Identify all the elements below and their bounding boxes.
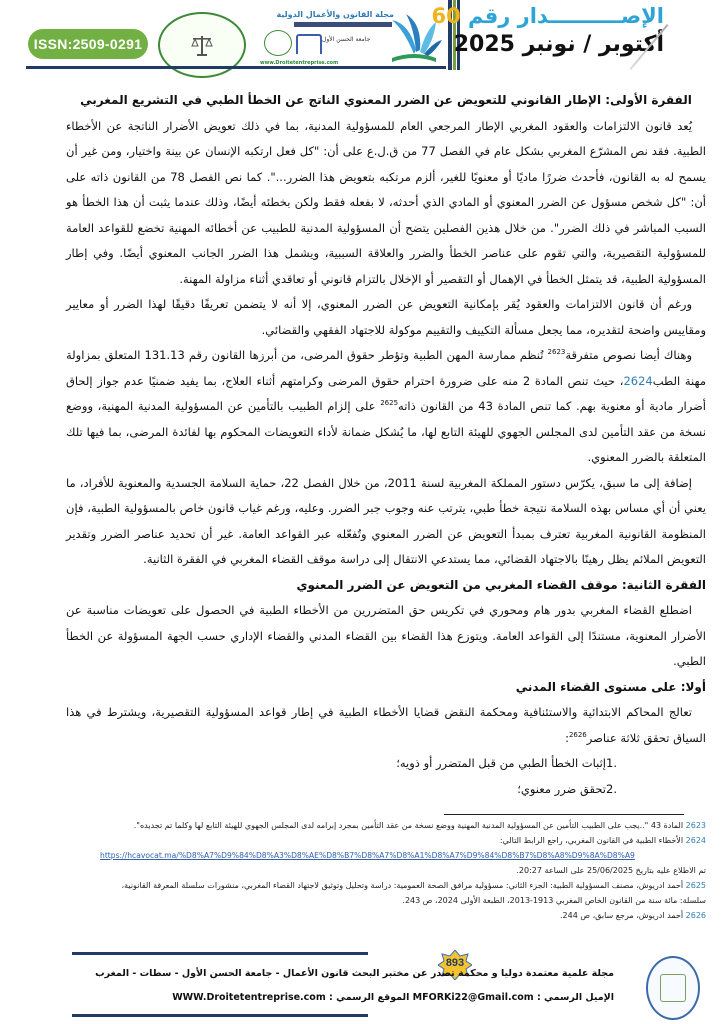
subsection-title: أولا: على مستوى القضاء المدني [515, 679, 706, 694]
list-item [66, 777, 706, 803]
footnote-separator [444, 814, 684, 815]
footer-contact: الإميل الرسمي : MFORKi22@Gmail.com الموقع الرسمي : WWW.Droitetentreprise.com [172, 992, 614, 1003]
section-2-title: الفقرة الثانية: موقف القضاء المغربي من التعويض عن الضرر المعنوي [296, 577, 706, 592]
article-body [66, 88, 706, 802]
footnote-2625: 2625 أحمد ادريوش، مصنف المسؤولية الطبية: الجزء الثاني: مسؤولية مرافق الصحة العمومية: دراسة وتحليل وتوثيق لاجتهاد القضاء المغربي، منشورات سلسلة المعرفة القانونية، [121, 881, 706, 890]
footnote-2626: 2626 أحمد ادريوش، مرجع سابق، ص 244. [560, 911, 706, 920]
paragraph-1: يُعد قانون الالتزامات والعقود المغربي الإطار المرجعي العام للمسؤولية المدنية، بما في ذلك تعويض الأضرار الناتجة عن الأخطاء الطبية. فقد نص المشرّع المغربي بشكل عام في الفصل 77 من ق.ل.ع على أن: "كل فعل ارتكبه الإنسان عن بينة واختيار، ومن غير أن يسمح له به القانون، فأحدث ضررًا ماديًا أو معنويًا للغير، ألزم مرتكبه بتعويض هذا الضرر...". كما نص الفصل 78 من القانون ذاته على أن: "كل شخص مسؤول عن الضرر المعنوي أو المادي الذي أحدثه، لا بفعله فقط ولكن بخطئه أيضًا، وذلك عندما يثبت أن هذا الخطأ هو السبب المباشر في ذلك الضرر". من خلال هذين الفصلين يتضح أن المسؤولية المدنية للطبيب عن أخطائه المهنية تخضع للقواعد العامة للمسؤولية التقصيرية، والتي تقوم على عناصر الخطأ والضرر والعلاقة السببية، ويشمل هذا الضرر الجانب المعنوي أيضًا. وفي إطار المسؤولية الطبية، قد يتمثل الخطأ في الإهمال أو التقصير أو الإخلال بالتزام قانوني أو تعاقدي أثناء مزاولة المهنة. [66, 118, 706, 286]
footnote-2624: 2624 الأخطاء الطبية في القانون المغربي، راجع الرابط التالي: [499, 836, 706, 845]
issue-number: 60 [431, 4, 461, 28]
page-header [0, 0, 724, 80]
list-item [66, 751, 706, 777]
paragraph-6: تعالج المحاكم الابتدائية والاستئنافية ومحكمة النقض قضايا الأخطاء الطبية في إطار قواعد المسؤولية التقصيرية، ويشترط في هذا السياق تحقق ثلاثة عناصر$^{2626}$: [66, 705, 706, 745]
issn-badge: ISSN:2509-0291 [28, 29, 148, 59]
footnote-ref-2625[interactable]: 2625 [380, 399, 399, 408]
footnote-ref-2623[interactable]: 2623 [547, 348, 566, 357]
journal-banner-logo [258, 6, 444, 70]
issue-label: الإصــــــــــدار رقم 60 [431, 4, 664, 28]
paragraph-2: ورغم أن قانون الالتزامات والعقود يُقر بإمكانية التعويض عن الضرر المعنوي، إلا أنه لا يتضمن تعريفًا دقيقًا لهذا الضرر أو معايير ومقاييس واضحة لتقديره، مما يجعل مسألة التكييف والتقييم موكولة للاجتهاد الفقهي والقضائي. [66, 297, 706, 337]
footnote-2623: 2623 المادة 43 "..يجب على الطبيب التأمين عن المسؤولية المدنية المهنية ووضع نسخة من عقد التأمين بمجرد إبرامه لدى المجلس الجهوي للهيئة التابع لها وكلما تم تجديده". [133, 821, 706, 830]
footnote-2624-link[interactable]: https://hcavocat.ma/%D8%A7%D9%84%D8%A3%D8%AE%D8%B7%D8%A7%D8%A1%D8%A7%D9%84%D8%B7%D8%A8%D9%8A%D8%A9 [100, 851, 635, 860]
footer-seal-logo [646, 956, 700, 1020]
footnote-link-2624[interactable]: 2624 [623, 373, 653, 388]
university-logo-icon [296, 34, 322, 54]
footnote-2625-continued: سلسلة: مائة سنة من القانون الخاص المغربي 1913-2013، الطبعة الأولى 2024، ص 243. [402, 896, 706, 905]
footer-top-rule [72, 952, 368, 955]
footnotes [72, 818, 706, 923]
section-1-title: الفقرة الأولى: الإطار القانوني للتعويض عن الضرر المعنوي الناتج عن الخطأ الطبي في التشريع المغربي [80, 93, 692, 107]
header-rule [26, 66, 446, 69]
paragraph-4: إضافة إلى ما سبق، يكرّس دستور المملكة المغربية لسنة 2011، من خلال الفصل 22، حماية السلامة الجسدية والمعنوية للأفراد، ما يعني أن أي مساس بهذه السلامة نتيجة خطأ طبي، يترتب عنه وجوب جبر الضرر. وعليه، ورغم غياب قانون خاص بالمسؤولية الطبية، فإن المنظومة القانونية المغربية تعترف بمبدأ التعويض عن الضرر المعنوي وتُفعّله عبر القواعد العامة. غير أن تحديد عناصر الضرر وتقدير التعويض الملائم يظل رهينًا بالاجتهاد القضائي، مما يستدعي الانتقال إلى دراسة موقف القضاء المغربي في الفقرة الثانية. [66, 475, 706, 566]
footnote-ref-2626[interactable]: 2626 [568, 730, 587, 739]
footer-journal-description: مجلة علمية معتمدة دوليا و محكمة تصدر عن مختبر البحث قانون الأعمال - جامعة الحسن الأول - سطات - المغرب [95, 968, 614, 979]
page-number: 893 [445, 957, 465, 969]
list-number: 2. [606, 781, 617, 796]
footnote-2624-access-date: تم الاطلاع عليه بتاريخ 25/06/2025 على الساعة 20:27. [516, 866, 706, 875]
journal-url: www.Droitetentreprise.com [260, 60, 339, 66]
journal-subtitle-strip [294, 22, 392, 27]
university-name: جامعة الحسن الأول [322, 36, 371, 43]
paragraph-3: وهناك أيضا نصوص متفرقة$^{2623}$ تُنظم ممارسة المهن الطبية وتؤطر حقوق المرضى، من أبرزها القانون رقم 131.13 المتعلق بمزاولة مهنة الطب2624، حيث تنص المادة 2 منه على ضرورة احترام حقوق المرضى وكرامتهم أثناء العلاج، بما يفيد ضمنيًا عدم جواز إلحاق أضرار مادية أو معنوية بهم. كما تنص المادة 43 من القانون ذاته$^{2625}$ على إلزام الطبيب بالتأمين عن المسؤولية المدنية المهنية، ووضع نسخة من عقد التأمين لدى المجلس الجهوي للهيئة التابع لها، ما يُشكل ضمانة لأداء التعويضات المحكوم بها لفائدة المرضى، بما فيها تلك المتعلقة بالضرر المعنوي. [66, 348, 706, 464]
journal-name: مجلة القانون والأعمال الدولية [276, 10, 394, 19]
footer-bottom-rule [72, 1014, 368, 1017]
list-text: تحقق ضرر معنوي؛ [517, 781, 606, 796]
issue-date: أكتوبر / نونبر 2025 [453, 32, 664, 57]
paragraph-5: اضطلع القضاء المغربي بدور هام ومحوري في تكريس حق المتضررين من الأخطاء الطبية في الحصول على تعويضات مناسبة عن الأضرار المعنوية، مستندًا إلى القواعد العامة. ويتوزع هذا القضاء بين القضاء المدني والقضاء الإداري حسب الجهة المسؤولة عن الخطأ الطبي. [66, 603, 706, 668]
mini-lab-logo-icon [264, 30, 292, 56]
list-number: 1. [606, 756, 617, 770]
scales-of-justice-icon [189, 32, 215, 58]
list-text: إثبات الخطأ الطبي من قبل المتضرر أو ذويه؛ [396, 756, 606, 770]
